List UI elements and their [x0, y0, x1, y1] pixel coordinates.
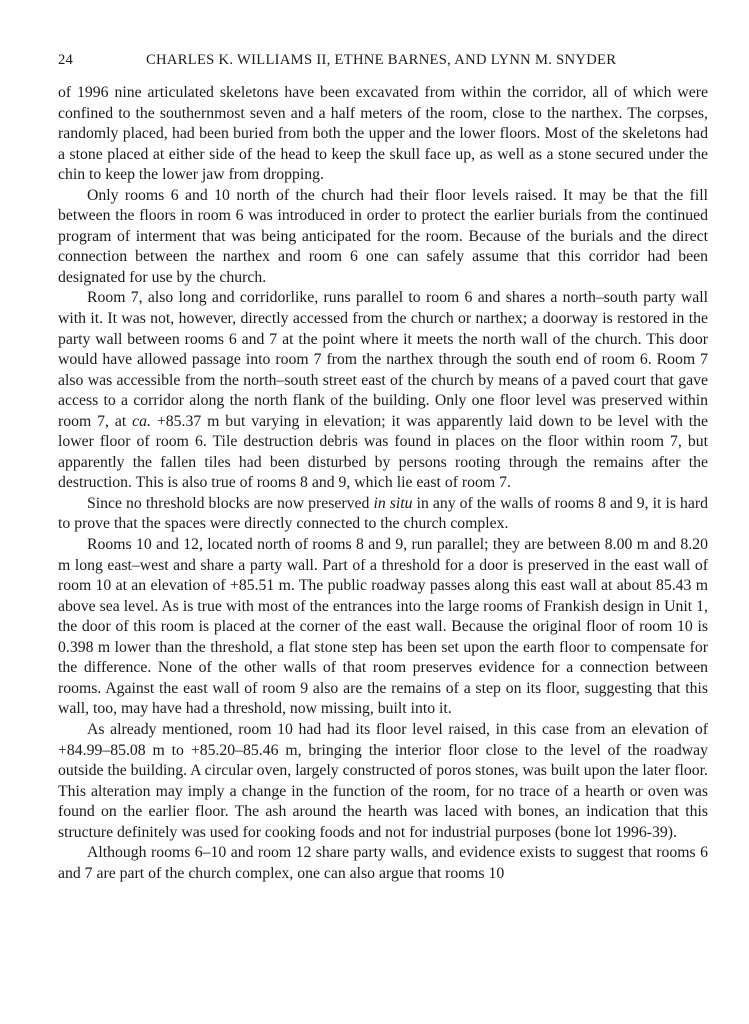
paragraph — [58, 843, 708, 884]
italic-term: ca. — [132, 412, 151, 430]
page-number: 24 — [58, 52, 73, 68]
paragraph-text: Although rooms 6–10 and room 12 share party walls, and evidence exists to suggest that rooms 6 and 7 are part of the church complex, one can also argue that rooms 10 — [58, 844, 708, 882]
paragraph-text: in any of the walls of rooms 8 and 9, it is hard to prove that the spaces were directly connected to the church complex. — [58, 494, 709, 533]
italic-term: in situ — [373, 494, 413, 512]
running-head — [58, 52, 708, 82]
page — [58, 52, 708, 884]
paragraph-text: Room 7, also long and corridorlike, runs parallel to room 6 and shares a north–south party wall with it. It was not, however, directly accessed from the church or narthex; a doorway is restored in the party wall between rooms 6 and 7 at the point where it meets the north wall of the church. This door would have allowed passage into room 7 from the narthex through the south end of room 6. Room 7 also was accessible from the north–south street east of the church by means of a paved court that gave access to a corridor along the north flank of the building. Only one floor level was preserved within room 7, at — [58, 289, 708, 430]
paragraph — [58, 288, 708, 493]
paragraph-text: Only rooms 6 and 10 north of the church had their floor levels raised. It may be that the fill between the floors in room 6 was introduced in order to protect the earlier burials from the continued program of interment that was being anticipated for the room. Because of the burials and the direct connection between the narthex and room 6 one can safely assume that this corridor had been designated for use by the church. — [58, 186, 708, 286]
paragraph-text: Rooms 10 and 12, located north of rooms 8 and 9, run parallel; they are between 8.00 m and 8.20 m long east–west and share a party wall. Part of a threshold for a door is preserved in the east wall of room 10 at an elevation of +85.51 m. The public roadway passes along this east wall at about 85.43 m above sea level. As is true with most of the entrances into the large rooms of Frankish design in Unit 1, the door of this room is placed at the corner of the east wall. Because the original floor of room 10 is 0.398 m lower than the threshold, a flat stone step has been set upon the earth floor to compensate for the difference. None of the other walls of that room preserves evidence for a connection between rooms. Against the east wall of room 9 also are the remains of a step on its floor, suggesting that this wall, too, may have had a threshold, now missing, built into it. — [58, 536, 708, 718]
paragraph-text: of 1996 nine articulated skeletons have been excavated from within the corridor, all of which were confined to the southernmost seven and a half meters of the room, close to the narthex. The corpses, randomly placed, had been buried from both the upper and the lower floors. Most of the skeletons had a stone placed at either side of the head to keep the skull face up, as well as a stone secured under the chin to keep the lower jaw from dropping. — [58, 84, 708, 184]
paragraph-text: As already mentioned, room 10 had had its floor level raised, in this case from an elevation of +84.99–85.08 m to +85.20–85.46 m, bringing the interior floor close to the level of the roadway outside the building. A circular oven, largely constructed of poros stones, was built upon the later floor. This alteration may imply a change in the function of the room, for no trace of a hearth or oven was found on the earlier floor. The ash around the hearth was laced with bones, an indication that this structure definitely was used for cooking foods and not for industrial purposes (bone lot 1996-39). — [58, 720, 708, 841]
paragraph-continued — [58, 83, 708, 186]
paragraph — [58, 494, 708, 535]
paragraph-text: +85.37 m but varying in elevation; it was apparently laid down to be level with the lower floor of room 6. Tile destruction debris was found in places on the floor within room 7, but apparently the fallen tiles had been disturbed by persons rooting through the remains after the destruction. This is also true of rooms 8 and 9, which lie east of room 7. — [58, 412, 708, 492]
paragraph — [58, 186, 708, 289]
paragraph — [58, 535, 708, 720]
paragraph-text: Since no threshold blocks are now preserved — [87, 494, 374, 512]
body-text — [58, 83, 708, 884]
paragraph — [58, 720, 708, 843]
running-head-authors: CHARLES K. WILLIAMS II, ETHNE BARNES, AND LYNN M. SNYDER — [146, 52, 617, 68]
